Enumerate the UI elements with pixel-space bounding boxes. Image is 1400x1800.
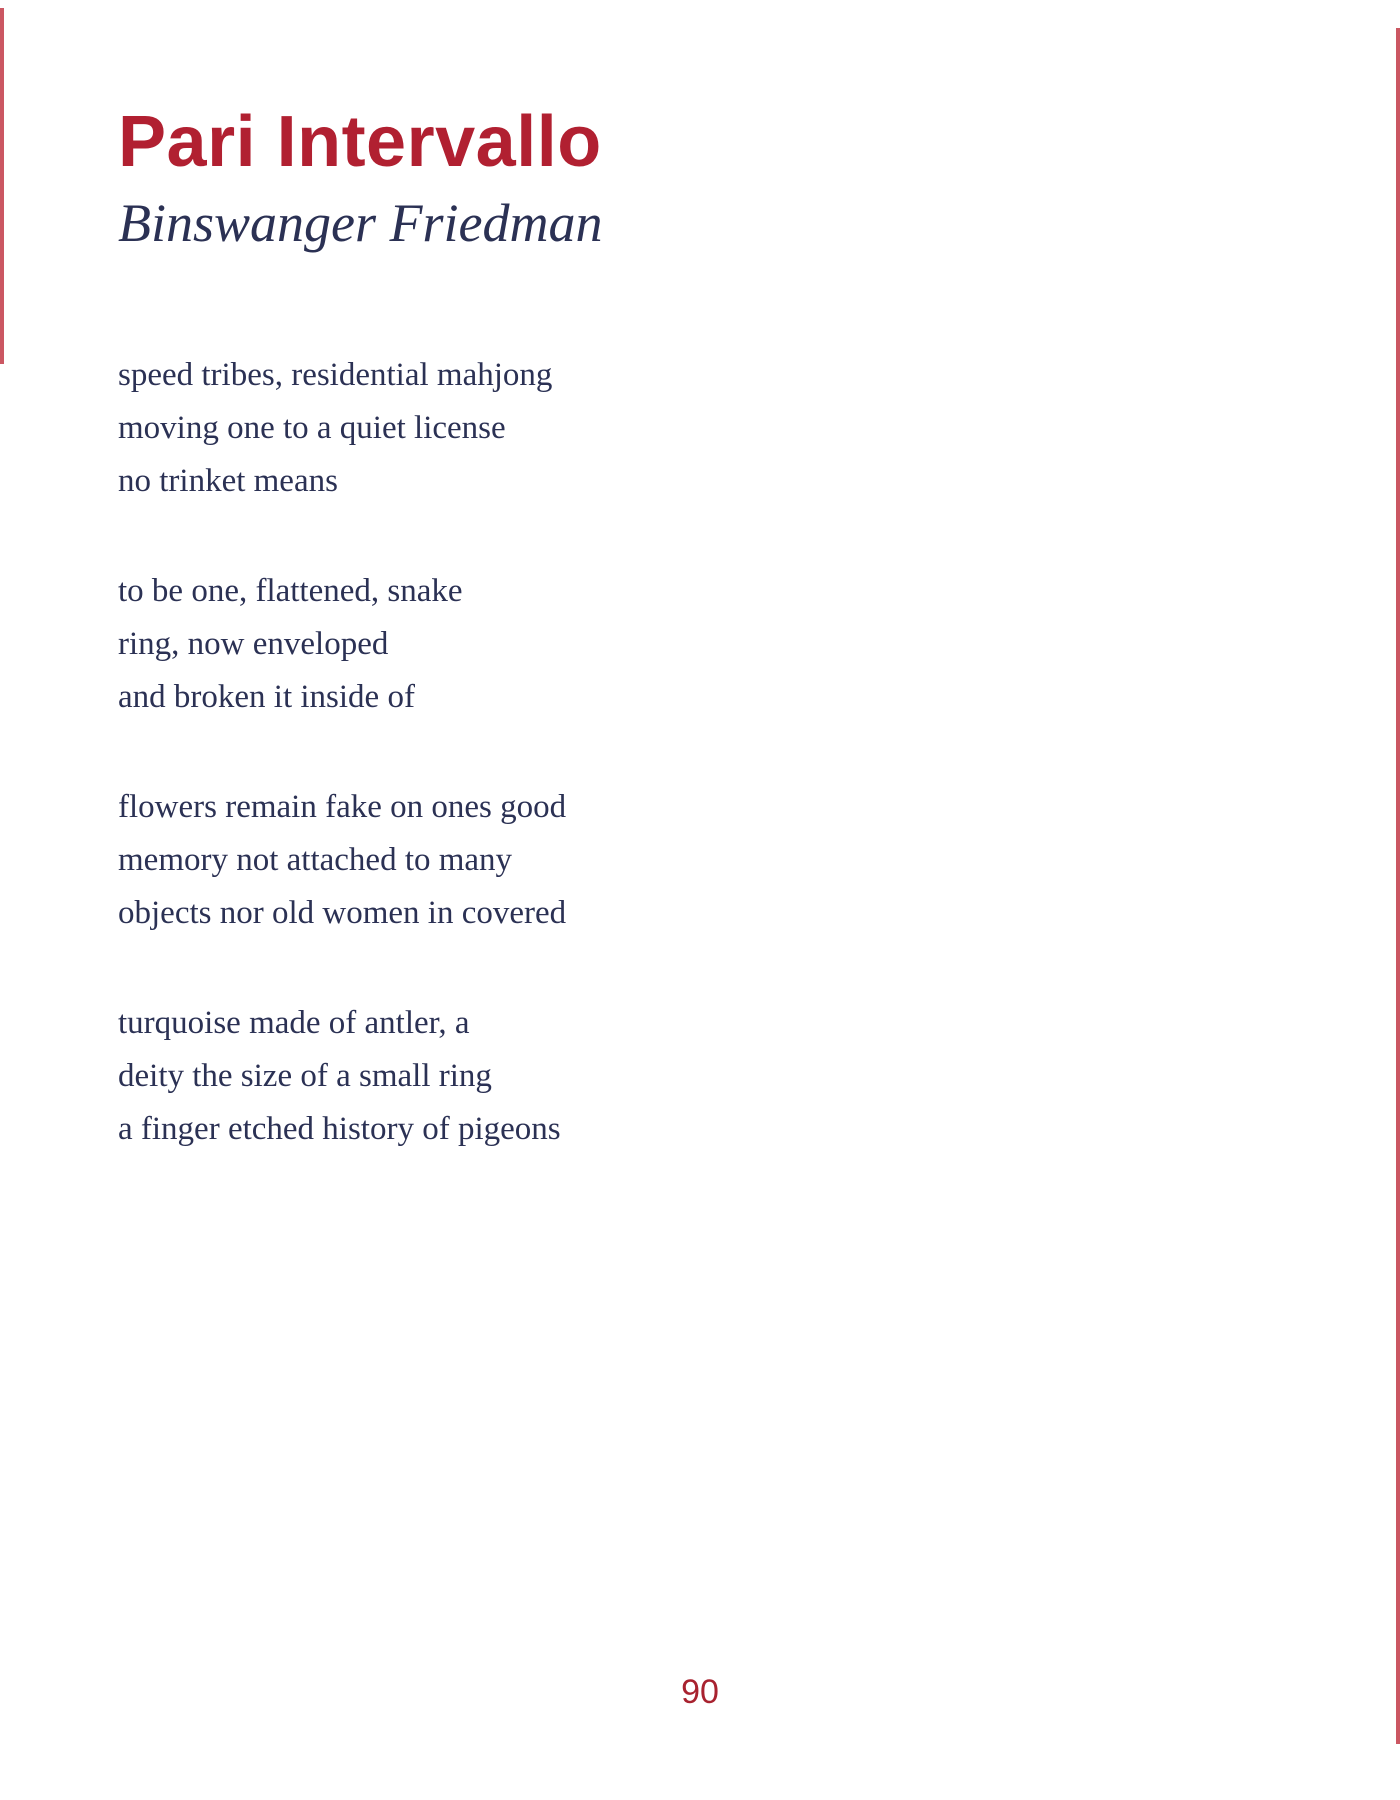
page-number: 90 [681, 1673, 719, 1711]
poem-header [118, 104, 602, 252]
poem-title: Pari Intervallo [118, 102, 602, 182]
poem-author: Binswanger Friedman [118, 193, 603, 253]
poem-line: no trinket means [118, 463, 338, 499]
poem-stanza-3 [118, 781, 566, 940]
poem-line: objects nor old women in covered [118, 895, 567, 931]
poem-stanza-2 [118, 565, 566, 724]
poem-line: flowers remain fake on ones good [118, 789, 567, 825]
poem-line: a finger etched history of pigeons [118, 1111, 561, 1147]
poem-line: to be one, flattened, snake [118, 573, 463, 609]
poem-line: deity the size of a small ring [118, 1058, 492, 1094]
poem-line: memory not attached to many [118, 842, 513, 878]
poem-line: turquoise made of antler, a [118, 1005, 470, 1041]
poem-body [118, 349, 566, 1213]
poem-stanza-4 [118, 997, 566, 1156]
poem-line: moving one to a quiet license [118, 410, 506, 446]
poem-line: speed tribes, residential mahjong [118, 357, 553, 393]
poem-stanza-1 [118, 349, 566, 508]
poem-line: and broken it inside of [118, 679, 415, 715]
scan-edge-mark-right [1396, 28, 1400, 1744]
poem-line: ring, now enveloped [118, 626, 389, 662]
scan-edge-mark-left [0, 8, 4, 364]
